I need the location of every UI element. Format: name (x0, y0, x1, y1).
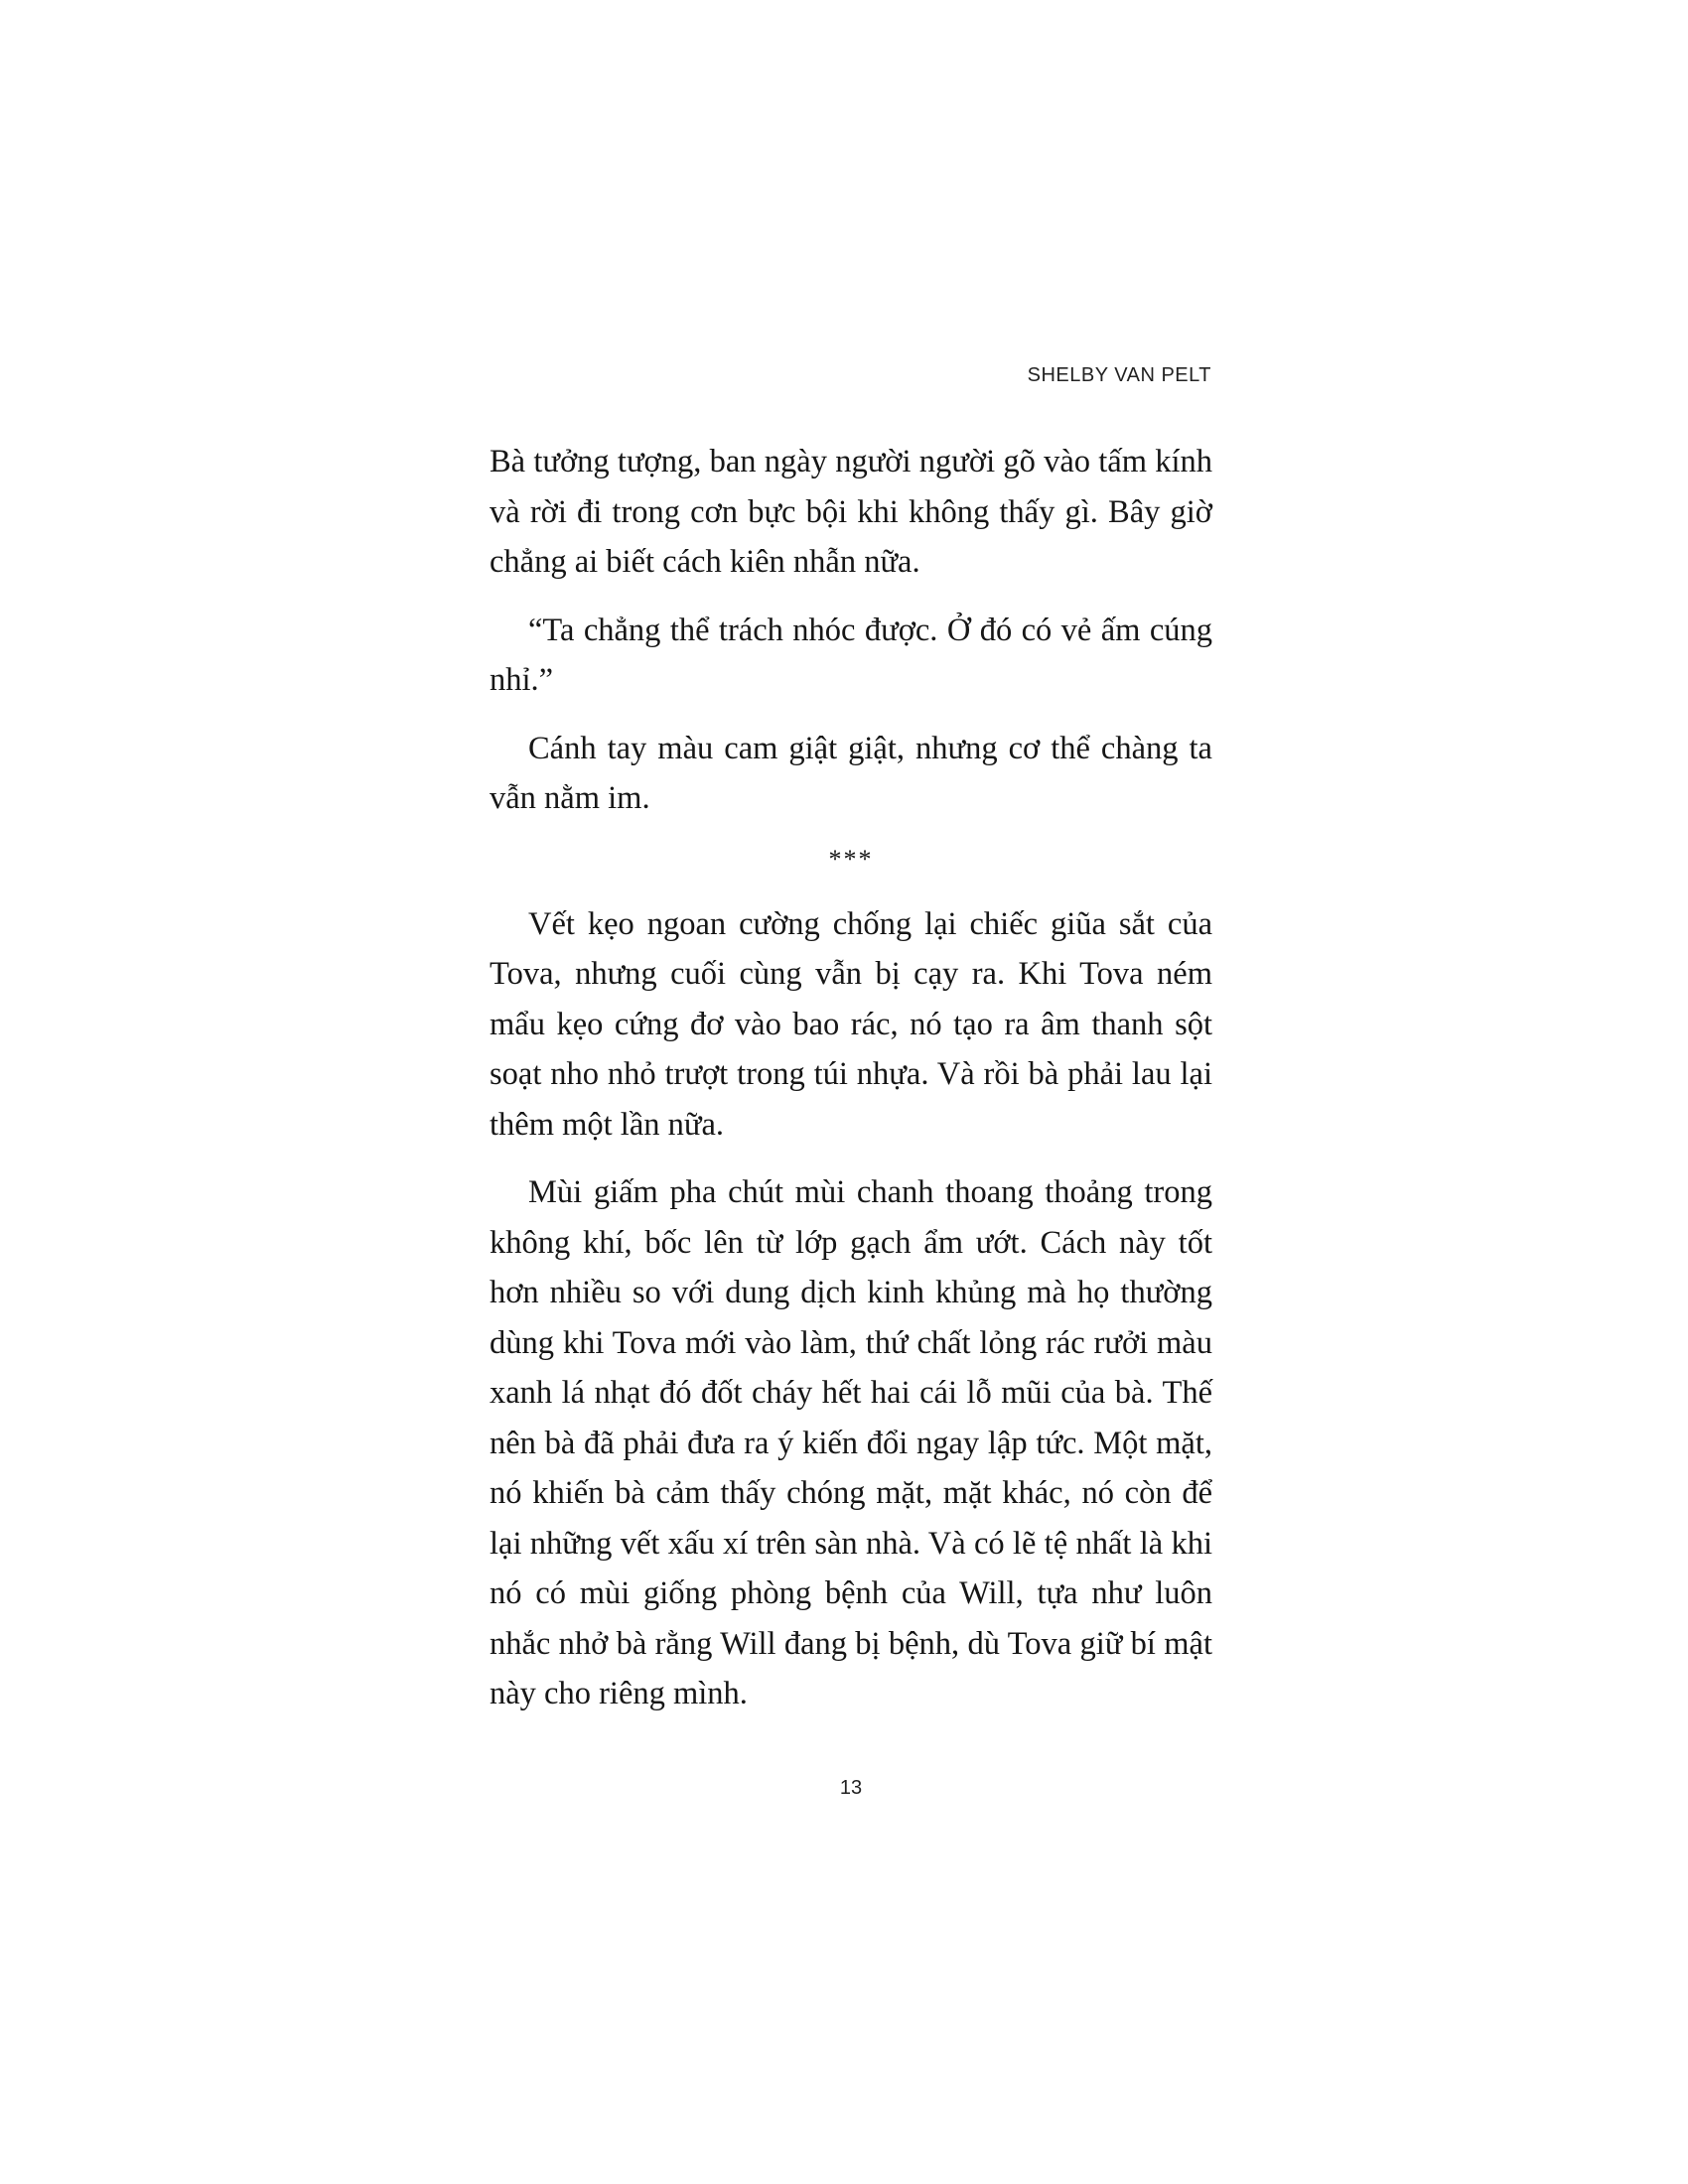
paragraph-3: Cánh tay màu cam giật giật, nhưng cơ thể chàng ta vẫn nằm im. (490, 730, 1212, 816)
paragraph-1: Bà tưởng tượng, ban ngày người người gõ vào tấm kính và rời đi trong cơn bực bội khi không thấy gì. Bây giờ chẳng ai biết cách kiên nhẫn nữa. (490, 444, 1212, 580)
body-text (490, 437, 1212, 1737)
paragraph-5: Mùi giấm pha chút mùi chanh thoang thoảng trong không khí, bốc lên từ lớp gạch ẩm ướt. Cách này tốt hơn nhiều so với dung dịch kinh khủng mà họ thường dùng khi Tova mới vào làm, thứ chất lỏng rác rưởi màu xanh lá nhạt đó đốt cháy hết hai cái lỗ mũi của bà. Thế nên bà đã phải đưa ra ý kiến đổi ngay lập tức. Một mặt, nó khiến bà cảm thấy chóng mặt, mặt khác, nó còn để lại những vết xấu xí trên sàn nhà. Và có lẽ tệ nhất là khi nó có mùi giống phòng bệnh của Will, tựa như luôn nhắc nhở bà rằng Will đang bị bệnh, dù Tova giữ bí mật này cho riêng mình. (490, 1174, 1212, 1711)
scene-break: *** (828, 844, 874, 874)
paragraph-2: “Ta chẳng thể trách nhóc được. Ở đó có vẻ ấm cúng nhỉ.” (490, 612, 1212, 698)
running-header-author: SHELBY VAN PELT (1027, 364, 1211, 386)
paragraph-4: Vết kẹo ngoan cường chống lại chiếc giũa sắt của Tova, nhưng cuối cùng vẫn bị cạy ra. Khi Tova ném mẩu kẹo cứng đơ vào bao rác, nó tạo ra âm thanh sột soạt nho nhỏ trượt trong túi nhựa. Và rồi bà phải lau lại thêm một lần nữa. (490, 905, 1212, 1143)
page-number: 13 (839, 1777, 863, 1799)
